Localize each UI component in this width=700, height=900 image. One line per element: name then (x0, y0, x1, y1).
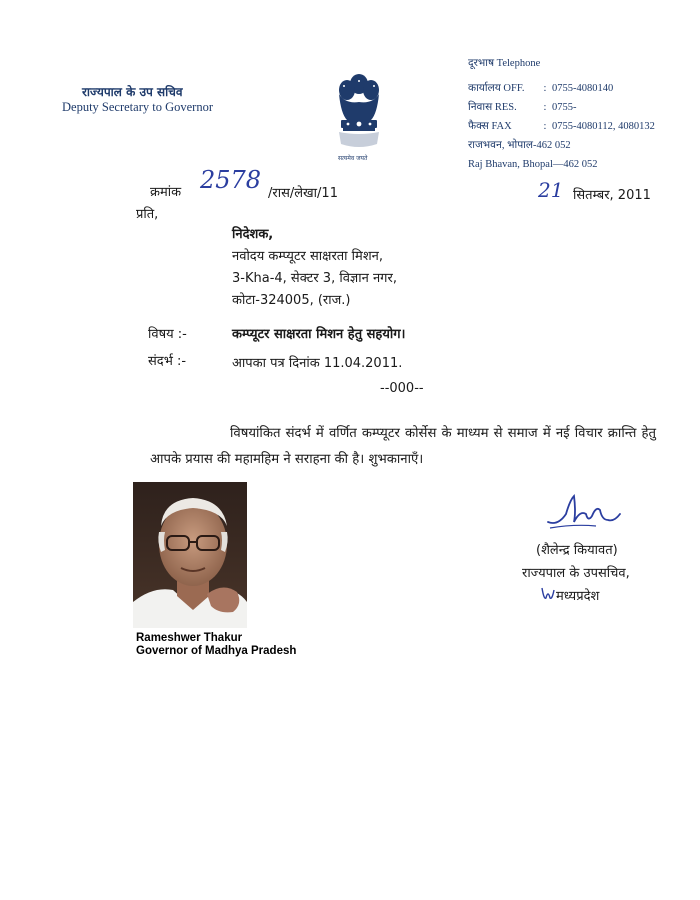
signatory-name: (शैलेन्द्र कियावत) (536, 543, 618, 558)
prati-label: प्रति, (136, 207, 159, 222)
office-title-hindi: राज्यपाल के उप सचिव (82, 85, 183, 99)
contact-label: फैक्स FAX (468, 121, 512, 132)
contact-block (468, 54, 655, 174)
contact-value: 0755- (552, 102, 577, 113)
recipient-line: 3-Kha-4, सेक्टर 3, विज्ञान नगर, (232, 271, 397, 286)
kramank-label: क्रमांक (150, 185, 182, 200)
letter-number-suffix: /रास/लेखा/11 (268, 186, 338, 201)
subject-label: विषय :- (148, 327, 187, 342)
national-emblem-icon (333, 70, 385, 162)
signatory-state: मध्यप्रदेश (556, 589, 600, 604)
recipient-line: नवोदय कम्प्यूटर साक्षरता मिशन, (232, 249, 384, 264)
office-title-english: Deputy Secretary to Governor (62, 100, 213, 114)
caption-name: Rameshwer Thakur (136, 632, 243, 644)
subject-text: कम्प्यूटर साक्षरता मिशन हेतु सहयोग। (232, 327, 406, 342)
contact-row-residence: निवास RES. : 0755- (468, 98, 655, 117)
letter-number-handwritten: 2578 (200, 166, 262, 194)
contact-label: कार्यालय OFF. (468, 83, 525, 94)
caption-title: Governor of Madhya Pradesh (136, 645, 297, 657)
address-hindi: राजभवन, भोपाल-462 052 (468, 140, 571, 151)
telephone-label: दूरभाष Telephone (468, 58, 541, 69)
contact-row-fax: फैक्स FAX : 0755-4080112, 4080132 (468, 117, 655, 136)
handwritten-mark (540, 584, 556, 604)
contact-value: 0755-4080140 (552, 83, 614, 94)
emblem-motto: सत्यमेव जयते (338, 155, 368, 162)
address-english: Raj Bhavan, Bhopal—462 052 (468, 159, 598, 170)
governor-photo (133, 482, 247, 628)
letter-date: सितम्बर, 2011 (573, 188, 651, 203)
contact-value: 0755-4080112, 4080132 (552, 121, 655, 132)
recipient-line: कोटा-324005, (राज.) (232, 293, 351, 308)
handwritten-signature (544, 492, 624, 532)
body-paragraph: विषयांकित संदर्भ में वर्णित कम्प्यूटर कोर्सेस के माध्यम से समाज में नई विचार क्रान्ति हेतु आपके प्रयास की महामहिम ने सराहना की है। शुभकानाएँ। (150, 426, 656, 467)
signatory-designation: राज्यपाल के उपसचिव, (522, 566, 630, 581)
contact-row-office: कार्यालय OFF. : 0755-4080140 (468, 79, 655, 98)
sandarbh-text: आपका पत्र दिनांक 11.04.2011. (232, 356, 403, 371)
sandarbh-label: संदर्भ :- (148, 354, 187, 369)
recipient-line: निदेशक, (232, 227, 274, 242)
date-day-handwritten: 21 (538, 178, 564, 202)
contact-label: निवास RES. (468, 102, 517, 113)
divider: --000-- (380, 381, 424, 396)
